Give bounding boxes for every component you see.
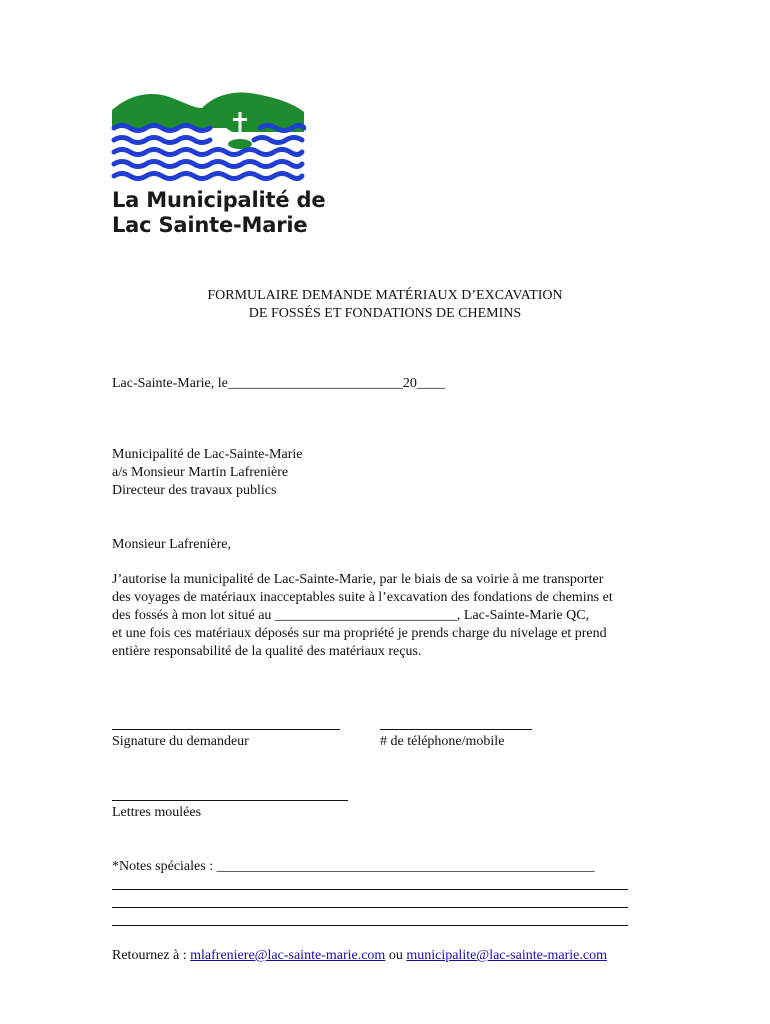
paragraph-line: des voyages de matériaux inacceptables suite à l’excavation des fondations de chemins et	[112, 590, 613, 605]
logo-text-line2: Lac Sainte-Marie	[112, 213, 308, 237]
form-title-line1: FORMULAIRE DEMANDE MATÉRIAUX D’EXCAVATION	[207, 288, 563, 303]
salutation: Monsieur Lafrenière,	[112, 537, 231, 552]
notes-field[interactable]	[112, 858, 595, 876]
logo-text-line1: La Municipalité de	[112, 188, 326, 212]
signature-line[interactable]	[112, 729, 340, 730]
printed-name-label: Lettres moulées	[112, 805, 202, 820]
return-prefix: Retournez à :	[112, 948, 191, 963]
return-to-line	[112, 947, 607, 965]
paragraph-line: entière responsabilité de la qualité des matériaux reçus.	[112, 644, 422, 659]
notes-line[interactable]	[112, 889, 628, 890]
form-title-line2: DE FOSSÉS ET FONDATIONS DE CHEMINS	[248, 306, 522, 321]
paragraph-line: et une fois ces matériaux déposés sur ma propriété je prends charge du nivelage et prend	[112, 626, 607, 641]
printed-name-line[interactable]	[112, 800, 348, 801]
notes-label: *Notes spéciales :	[112, 859, 217, 874]
signature-label: Signature du demandeur	[112, 734, 249, 749]
recipient-line2: a/s Monsieur Martin Lafrenière	[112, 465, 289, 480]
logo-waves	[114, 126, 304, 179]
phone-line[interactable]	[380, 729, 532, 730]
paragraph-line[interactable]: des fossés à mon lot situé au __________________________, Lac-Sainte-Marie QC,	[112, 608, 590, 623]
phone-label: # de téléphone/mobile	[380, 734, 505, 749]
authorization-paragraph	[112, 571, 657, 661]
notes-blank[interactable]: ______________________________________________________	[216, 859, 595, 874]
email-link-mlafreniere[interactable]: mlafreniere@lac-sainte-marie.com	[190, 948, 386, 963]
recipient-line3: Directeur des travaux publics	[112, 483, 277, 498]
return-or: ou	[385, 948, 407, 963]
notes-line[interactable]	[112, 925, 628, 926]
date-line[interactable]: Lac-Sainte-Marie, le_________________________20____	[112, 376, 445, 391]
recipient-line1: Municipalité de Lac-Sainte-Marie	[112, 447, 303, 462]
email-link-municipalite[interactable]: municipalite@lac-sainte-marie.com	[406, 948, 607, 963]
notes-line[interactable]	[112, 907, 628, 908]
paragraph-line: J’autorise la municipalité de Lac-Sainte-Marie, par le biais de sa voirie à me transporter	[112, 572, 604, 587]
